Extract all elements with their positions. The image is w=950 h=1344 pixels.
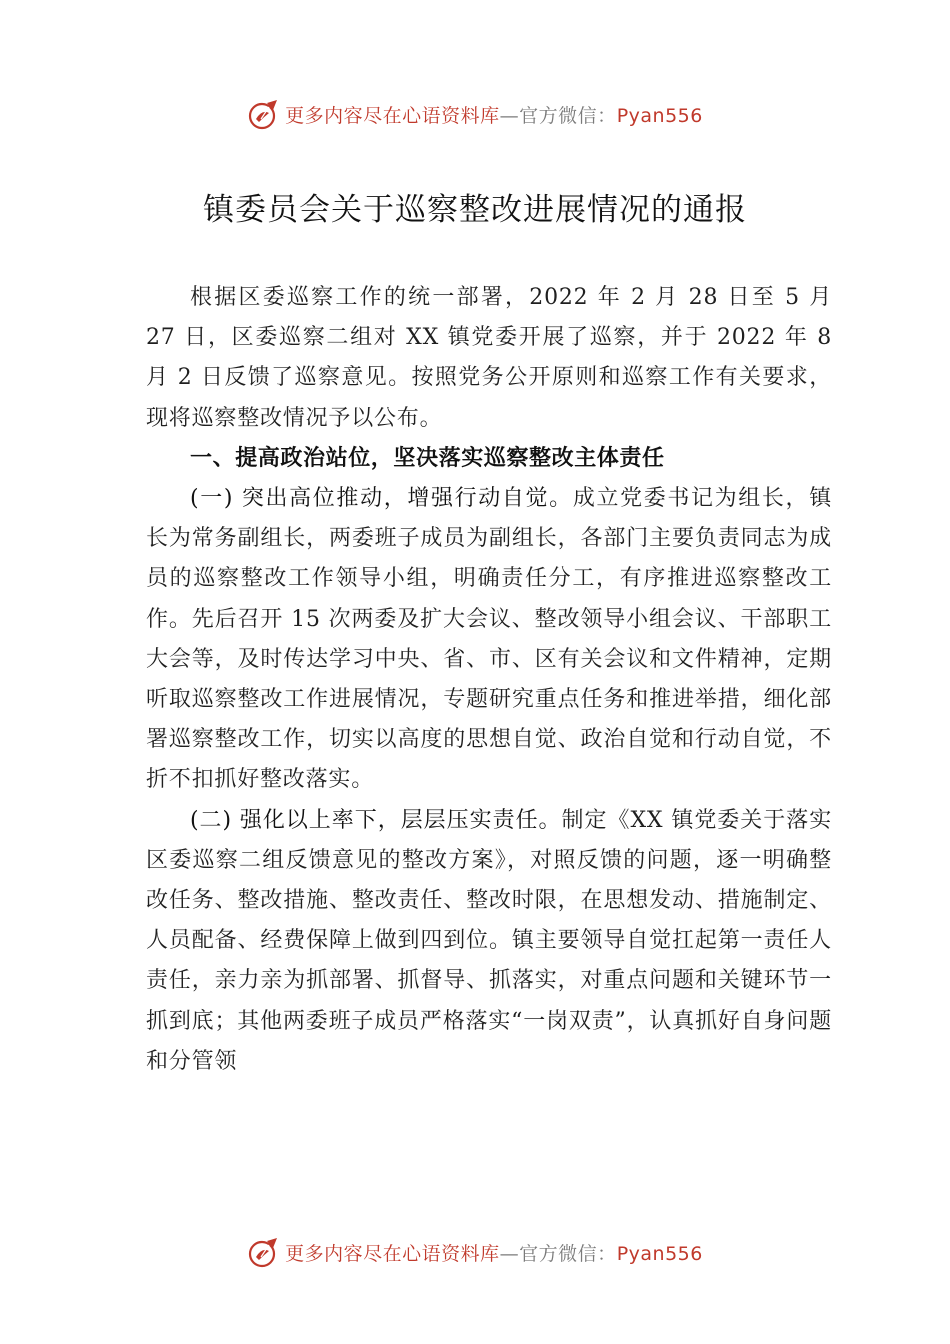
watermark-text: 更多内容尽在心语资料库—官方微信：Pyan556 [285, 1242, 703, 1265]
intro-paragraph: 根据区委巡察工作的统一部署，2022 年 2 月 28 日至 5 月 27 日，区委巡察二组对 XX 镇党委开展了巡察，并于 2022 年 8 月 2 日反馈了巡察意见。按照党务公开原则和巡察工作有关要求，现将巡察整改情况予以公布。 [146, 285, 832, 431]
pen-logo-icon [247, 97, 281, 131]
paragraph-1-lead: (一) 突出高位推动，增强行动自觉。 [190, 486, 573, 512]
paragraph-2-lead: (二) 强化以上率下，层层压实责任。 [190, 807, 562, 833]
paragraph-2-body: 制定《XX 镇党委关于落实区委巡察二组反馈意见的整改方案》，对照反馈的问题，逐一明确整改任务、整改措施、整改责任、整改时限，在思想发动、措施制定、人员配备、经费保障上做到四到位。镇主要领导自觉扛起第一责任人责任，亲力亲为抓部署、抓督导、抓落实，对重点问题和关键环节一抓到底；其他两委班子成员严格落实“一岗双责”，认真抓好自身问题和分管领 [146, 807, 832, 1074]
paragraph-2 [146, 801, 832, 1082]
document-body [146, 278, 832, 1082]
document-title: 镇委员会关于巡察整改进展情况的通报 [203, 192, 747, 228]
section-heading-1: 一、提高政治站位，坚决落实巡察整改主体责任 [190, 445, 665, 471]
pen-logo-icon [247, 1235, 281, 1269]
paragraph-1-body: 成立党委书记为组长，镇长为常务副组长，两委班子成员为副组长，各部门主要负责同志为成员的巡察整改工作领导小组，明确责任分工，有序推进巡察整改工作。先后召开 15 次两委及扩大会议、整改领导小组会议、干部职工大会等，及时传达学习中央、省、市、区有关会议和文件精神，定期听取巡察整改工作进展情况，专题研究重点任务和推进举措，细化部署巡察整改工作，切实以高度的思想自觉、政治自觉和行动自觉，不折不扣抓好整改落实。 [146, 486, 832, 793]
watermark-banner-top [0, 94, 950, 134]
watermark-banner-bottom [0, 1232, 950, 1272]
watermark-text: 更多内容尽在心语资料库—官方微信：Pyan556 [285, 104, 703, 127]
paragraph-1 [146, 479, 832, 801]
